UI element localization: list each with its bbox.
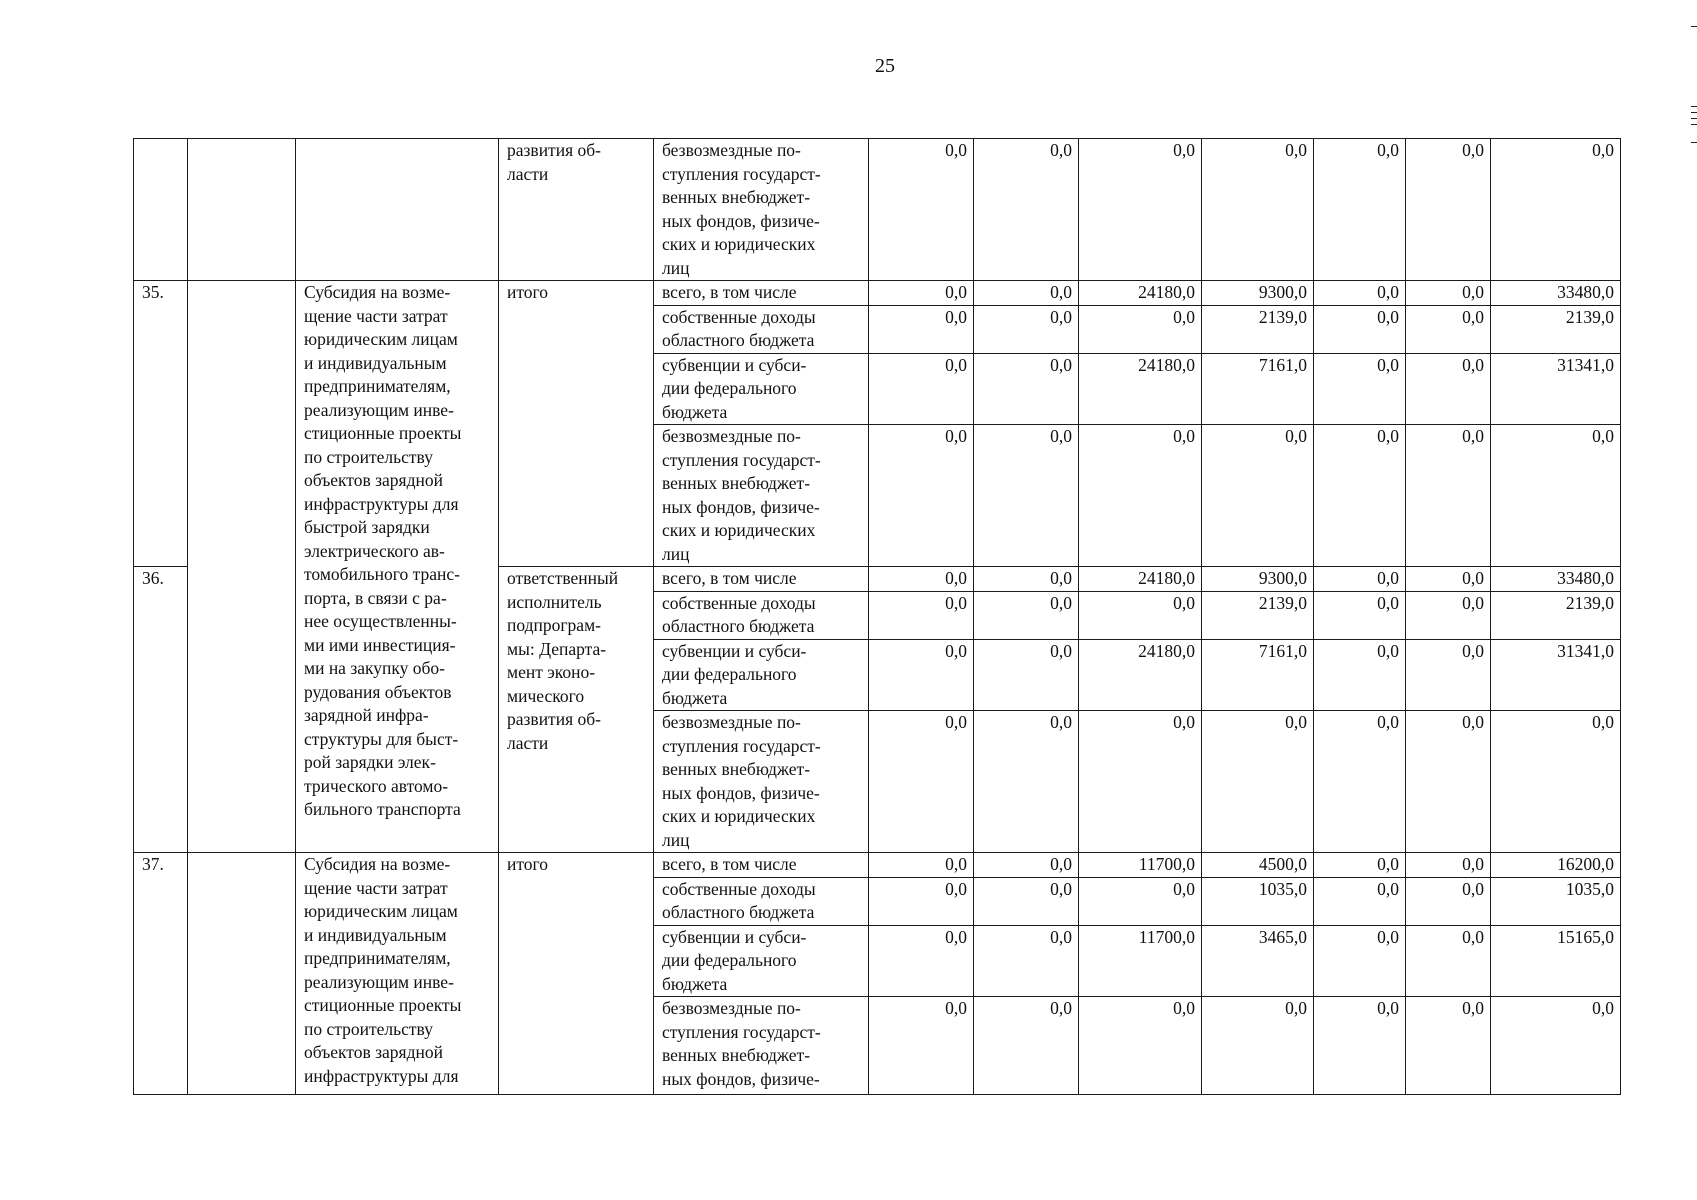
value-cell: 2139,0 — [1491, 305, 1621, 353]
funding-source: безвозмездные по- ступления государст- венных внебюджет- ных фондов, физиче- ских и юридических лиц — [654, 711, 869, 853]
value-cell: 7161,0 — [1202, 639, 1314, 711]
value-cell: 0,0 — [1314, 997, 1406, 1095]
value-cell: 0,0 — [1406, 877, 1491, 925]
value-cell: 3465,0 — [1202, 925, 1314, 997]
value-cell: 0,0 — [1314, 139, 1406, 281]
scan-edge-marks — [1687, 20, 1697, 150]
value-cell: 0,0 — [869, 353, 974, 425]
executor-cell — [499, 139, 654, 281]
value-cell: 0,0 — [1079, 711, 1202, 853]
value-cell: 0,0 — [1406, 925, 1491, 997]
value-cell: 0,0 — [1406, 353, 1491, 425]
funding-source: собственные доходы областного бюджета — [654, 591, 869, 639]
value-cell: 0,0 — [1079, 305, 1202, 353]
value-cell: 0,0 — [1314, 711, 1406, 853]
value-cell: 0,0 — [974, 281, 1079, 306]
value-cell: 0,0 — [1491, 997, 1621, 1095]
value-cell: 0,0 — [1406, 567, 1491, 592]
row-number — [134, 139, 188, 281]
value-cell: 0,0 — [1314, 281, 1406, 306]
executor-cell: итого — [499, 853, 654, 1095]
value-cell: 0,0 — [1314, 639, 1406, 711]
value-cell: 0,0 — [974, 877, 1079, 925]
value-cell: 0,0 — [1314, 305, 1406, 353]
budget-table — [133, 138, 1621, 1095]
value-cell: 0,0 — [1406, 591, 1491, 639]
funding-source: всего, в том числе — [654, 567, 869, 592]
value-cell: 0,0 — [1202, 997, 1314, 1095]
value-cell: 0,0 — [974, 425, 1079, 567]
value-cell: 9300,0 — [1202, 281, 1314, 306]
value-cell: 0,0 — [1314, 425, 1406, 567]
value-cell: 31341,0 — [1491, 639, 1621, 711]
value-cell: 0,0 — [1406, 639, 1491, 711]
table-row — [134, 139, 1621, 281]
value-cell: 0,0 — [1202, 711, 1314, 853]
value-cell: 0,0 — [974, 639, 1079, 711]
value-cell: 0,0 — [1406, 425, 1491, 567]
funding-source: субвенции и субси- дии федерального бюджета — [654, 353, 869, 425]
value-cell: 24180,0 — [1079, 353, 1202, 425]
value-cell: 0,0 — [1079, 591, 1202, 639]
value-cell: 0,0 — [1406, 139, 1491, 281]
funding-source: собственные доходы областного бюджета — [654, 305, 869, 353]
value-cell: 0,0 — [869, 711, 974, 853]
value-cell: 0,0 — [1406, 281, 1491, 306]
value-cell: 0,0 — [1079, 425, 1202, 567]
value-cell: 0,0 — [974, 305, 1079, 353]
value-cell: 0,0 — [974, 925, 1079, 997]
value-cell: 11700,0 — [1079, 925, 1202, 997]
value-cell: 24180,0 — [1079, 281, 1202, 306]
value-cell: 2139,0 — [1202, 305, 1314, 353]
executor-cell: ответственный исполнитель подпрограм- мы: Департа- мент эконо- мического развития об- ласти — [499, 567, 654, 853]
funding-source: безвозмездные по- ступления государст- венных внебюджет- ных фондов, физиче- — [654, 997, 869, 1095]
value-cell: 0,0 — [869, 997, 974, 1095]
value-cell: 0,0 — [869, 281, 974, 306]
executor-line: развития об- ласти — [507, 140, 601, 184]
table-row — [134, 853, 1621, 878]
value-cell: 0,0 — [869, 591, 974, 639]
value-cell: 15165,0 — [1491, 925, 1621, 997]
table-row — [134, 281, 1621, 306]
value-cell: 2139,0 — [1202, 591, 1314, 639]
value-cell: 0,0 — [869, 567, 974, 592]
value-cell: 0,0 — [974, 139, 1079, 281]
value-cell: 0,0 — [1314, 353, 1406, 425]
funding-source: субвенции и субси- дии федерального бюджета — [654, 925, 869, 997]
row-number: 35. — [134, 281, 188, 567]
value-cell: 0,0 — [1202, 425, 1314, 567]
value-cell: 0,0 — [1406, 711, 1491, 853]
page-number: 25 — [875, 55, 895, 77]
value-cell: 0,0 — [1406, 853, 1491, 878]
value-cell: 0,0 — [1406, 997, 1491, 1095]
value-cell: 1035,0 — [1491, 877, 1621, 925]
value-cell: 0,0 — [1314, 567, 1406, 592]
value-cell: 33480,0 — [1491, 281, 1621, 306]
value-cell: 0,0 — [869, 853, 974, 878]
value-cell: 9300,0 — [1202, 567, 1314, 592]
executor-cell: итого — [499, 281, 654, 567]
funding-source: всего, в том числе — [654, 853, 869, 878]
value-cell: 0,0 — [1491, 711, 1621, 853]
value-cell: 33480,0 — [1491, 567, 1621, 592]
value-cell: 4500,0 — [1202, 853, 1314, 878]
value-cell: 0,0 — [869, 425, 974, 567]
value-cell: 0,0 — [1314, 591, 1406, 639]
row-number: 37. — [134, 853, 188, 1095]
value-cell: 0,0 — [1406, 305, 1491, 353]
value-cell: 0,0 — [974, 997, 1079, 1095]
measure-name: Субсидия на возме- щение части затрат юридическим лицам и индивидуальным предпринимателям, реализующим инве- стиционные проекты по строительству объектов зарядной инфраструктуры для — [296, 853, 499, 1095]
row-number: 36. — [134, 567, 188, 853]
value-cell: 0,0 — [974, 353, 1079, 425]
target-cell — [188, 853, 296, 1095]
value-cell: 0,0 — [974, 853, 1079, 878]
measure-name — [296, 139, 499, 281]
value-cell: 0,0 — [869, 139, 974, 281]
value-cell: 0,0 — [1314, 877, 1406, 925]
value-cell: 11700,0 — [1079, 853, 1202, 878]
value-cell: 24180,0 — [1079, 639, 1202, 711]
value-cell: 0,0 — [1491, 139, 1621, 281]
value-cell: 0,0 — [1079, 997, 1202, 1095]
funding-source: всего, в том числе — [654, 281, 869, 306]
value-cell: 0,0 — [1079, 877, 1202, 925]
value-cell: 24180,0 — [1079, 567, 1202, 592]
value-cell: 31341,0 — [1491, 353, 1621, 425]
target-cell — [188, 281, 296, 853]
value-cell: 0,0 — [1314, 925, 1406, 997]
measure-name: Субсидия на возме- щение части затрат юридическим лицам и индивидуальным предпринимателям, реализующим инве- стиционные проекты по строительству объектов зарядной инфраструктуры для быстрой зарядки электрического ав- томобильного транс- порта, в связи с ра- нее осуществленны- ми ими инвестиция- ми на закупку обо- рудования объектов зарядной инфра- структуры для быст- рой зарядки элек- трического автомо- бильного транспорта — [296, 281, 499, 853]
value-cell: 0,0 — [1491, 425, 1621, 567]
value-cell: 0,0 — [869, 639, 974, 711]
value-cell: 0,0 — [869, 925, 974, 997]
value-cell: 2139,0 — [1491, 591, 1621, 639]
value-cell: 0,0 — [974, 711, 1079, 853]
funding-source: безвозмездные по- ступления государст- венных внебюджет- ных фондов, физиче- ских и юридических лиц — [654, 425, 869, 567]
target-cell — [188, 139, 296, 281]
value-cell: 0,0 — [974, 567, 1079, 592]
funding-source: собственные доходы областного бюджета — [654, 877, 869, 925]
value-cell: 1035,0 — [1202, 877, 1314, 925]
value-cell: 0,0 — [1202, 139, 1314, 281]
value-cell: 16200,0 — [1491, 853, 1621, 878]
value-cell: 0,0 — [1079, 139, 1202, 281]
value-cell: 0,0 — [974, 591, 1079, 639]
funding-source: безвозмездные по- ступления государст- венных внебюджет- ных фондов, физиче- ских и юридических лиц — [654, 139, 869, 281]
value-cell: 0,0 — [1314, 853, 1406, 878]
value-cell: 0,0 — [869, 877, 974, 925]
funding-source: субвенции и субси- дии федерального бюджета — [654, 639, 869, 711]
value-cell: 0,0 — [869, 305, 974, 353]
value-cell: 7161,0 — [1202, 353, 1314, 425]
